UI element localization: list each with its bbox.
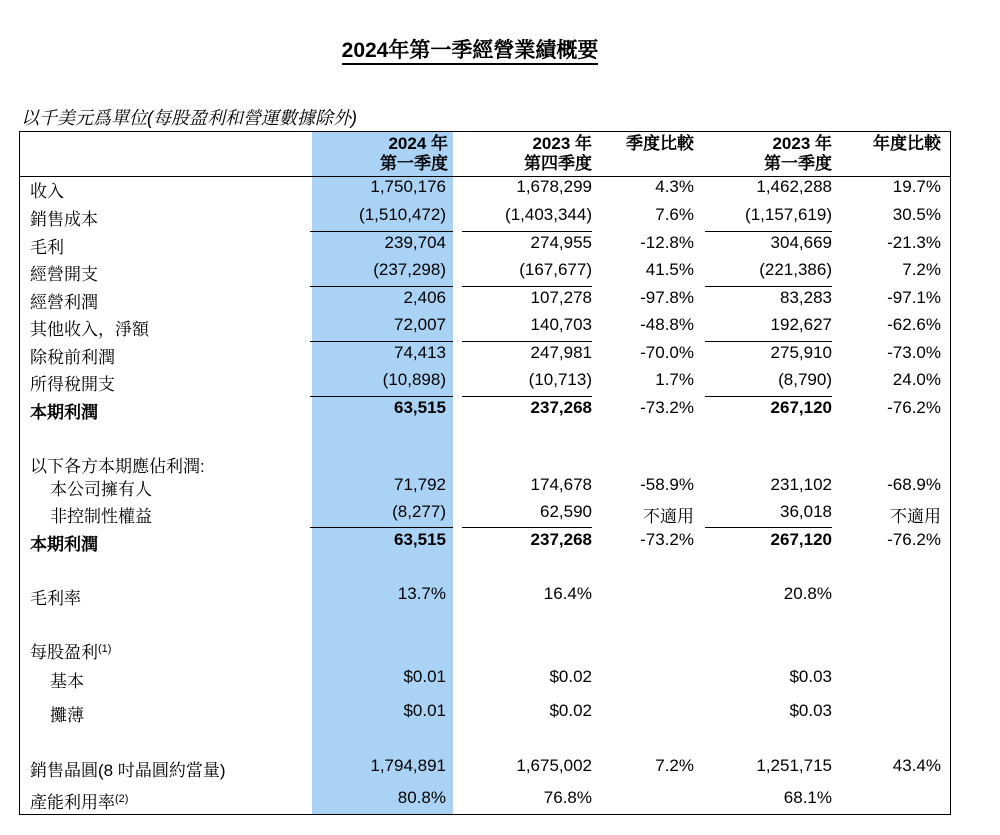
cell-q1-2024: (1,510,472) [359,205,446,224]
cell-yoy: -73.0% [887,343,941,362]
footnote-ref: (2) [115,793,129,805]
cell-q1-2024: 1,750,176 [370,177,446,196]
row-label: 經營利潤 [30,293,98,312]
cell-qoq: -70.0% [640,343,694,362]
cell-q1-2023: 1,251,715 [756,756,832,775]
cell-qoq: -73.2% [640,398,694,417]
cell-q1-2023: 20.8% [783,584,832,603]
cell-qoq: 41.5% [645,260,694,279]
cell-q4-2023: (10,713) [528,370,592,389]
cell-q4-2023: (167,677) [519,260,592,279]
row-label: 銷售晶圓(8 吋晶圓約當量) [30,761,226,780]
cell-q1-2024: 80.8% [397,788,446,807]
cell-q1-2023: 83,283 [780,288,832,307]
cell-q1-2023: 1,462,288 [756,177,832,196]
cell-qoq: 4.3% [655,177,694,196]
table-row [0,756,1000,783]
row-label: 銷售成本 [30,210,98,229]
cell-q4-2023: 107,278 [530,288,592,307]
cell-q4-2023: $0.02 [549,667,592,686]
row-label: 產能利用率$^{(2)}$ [30,793,129,812]
cell-q1-2024: (8,277) [392,502,446,521]
table-row [0,370,1000,397]
cell-q1-2024: 63,515 [394,530,446,549]
cell-yoy: -97.1% [887,288,941,307]
cell-yoy: -76.2% [887,530,941,549]
table-row [0,530,1000,557]
cell-q1-2024: 63,515 [394,398,446,417]
table-row [0,398,1000,425]
row-label: 除稅前利潤 [30,348,115,367]
cell-q1-2023: $0.03 [789,667,832,686]
cell-yoy: 19.7% [892,177,941,196]
cell-q4-2023: 247,981 [530,343,592,362]
cell-q1-2024: 71,792 [394,475,446,494]
cell-q4-2023: 16.4% [543,584,592,603]
cell-q1-2023: (8,790) [778,370,832,389]
row-label: 毛利 [30,238,64,257]
row-label: 本期利潤 [30,403,98,422]
row-label: 本公司擁有人 [50,480,152,499]
cell-q4-2023: $0.02 [549,701,592,720]
cell-q4-2023: 1,675,002 [516,756,592,775]
cell-q1-2024: (237,298) [373,260,446,279]
cell-yoy: 24.0% [892,370,941,389]
cell-q1-2023: (1,157,619) [745,205,832,224]
cell-q4-2023: 1,678,299 [516,177,592,196]
table-row [0,205,1000,232]
page-title: 2024年第一季經營業績概要 [0,34,940,64]
cell-q1-2023: 275,910 [770,343,832,362]
cell-q1-2024: 239,704 [384,233,446,252]
cell-yoy: -68.9% [887,475,941,494]
cell-q1-2024: 2,406 [403,288,446,307]
cell-q4-2023: 140,703 [530,315,592,334]
table-row [0,315,1000,342]
cell-q1-2023: $0.03 [789,701,832,720]
cell-qoq: -97.8% [640,288,694,307]
cell-q4-2023: 174,678 [530,475,592,494]
cell-yoy: 30.5% [892,205,941,224]
row-label: 其他收入，淨額 [30,320,149,339]
header-yoy: 年度比較 [873,134,941,153]
cell-qoq: -58.9% [640,475,694,494]
cell-q1-2023: 192,627 [770,315,832,334]
cell-q1-2024: 72,007 [394,315,446,334]
row-label: 非控制性權益 [50,507,152,526]
cell-yoy: 不適用 [890,507,941,526]
cell-yoy: 43.4% [892,756,941,775]
cell-qoq: -48.8% [640,315,694,334]
footnote-ref: (1) [98,643,112,655]
cell-q1-2024: 74,413 [394,343,446,362]
table-row [0,288,1000,315]
section-heading [0,638,1000,665]
header-q4-2023: 2023 年 第四季度 [524,134,592,173]
table-row [0,233,1000,260]
cell-q1-2024: $0.01 [403,667,446,686]
cell-q4-2023: 237,268 [530,530,592,549]
table-row [0,502,1000,529]
row-label: 毛利率 [30,589,81,608]
header-q1-2024: 2024 年 第一季度 [380,134,448,173]
cell-q1-2024: $0.01 [403,701,446,720]
cell-qoq: 7.6% [655,205,694,224]
cell-qoq: 不適用 [643,507,694,526]
header-q1-2023: 2023 年 第一季度 [764,134,832,173]
table-row [0,584,1000,611]
cell-q1-2023: 267,120 [770,398,832,417]
cell-q1-2023: 304,669 [770,233,832,252]
table-row [0,260,1000,287]
cell-q1-2023: 68.1% [783,788,832,807]
cell-qoq: -12.8% [640,233,694,252]
row-label: 收入 [30,182,64,201]
cell-q4-2023: (1,403,344) [505,205,592,224]
table-row [0,343,1000,370]
cell-yoy: 7.2% [902,260,941,279]
table-row [0,177,1000,204]
cell-yoy: -21.3% [887,233,941,252]
cell-q4-2023: 62,590 [540,502,592,521]
row-label: 以下各方本期應佔利潤: [30,457,205,476]
cell-q1-2023: (221,386) [759,260,832,279]
table-row [0,475,1000,502]
cell-q4-2023: 237,268 [530,398,592,417]
row-label: 經營開支 [30,265,98,284]
cell-yoy: -62.6% [887,315,941,334]
unit-note: 以千美元爲單位(每股盈利和營運數據除外) [21,108,357,128]
cell-qoq: 7.2% [655,756,694,775]
row-label: 基本 [50,672,84,691]
cell-q4-2023: 76.8% [543,788,592,807]
cell-q1-2024: 13.7% [397,584,446,603]
cell-q1-2023: 36,018 [780,502,832,521]
table-row [0,788,1000,815]
cell-q1-2023: 231,102 [770,475,832,494]
table-row [0,701,1000,728]
cell-qoq: -73.2% [640,530,694,549]
row-label: 本期利潤 [30,535,98,554]
table-row [0,667,1000,694]
cell-yoy: -76.2% [887,398,941,417]
cell-qoq: 1.7% [655,370,694,389]
cell-q1-2024: 1,794,891 [370,756,446,775]
header-qoq: 季度比較 [626,134,694,153]
cell-q4-2023: 274,955 [530,233,592,252]
cell-q1-2023: 267,120 [770,530,832,549]
cell-q1-2024: (10,898) [382,370,446,389]
row-label: 所得稅開支 [30,375,115,394]
row-label: 每股盈利$^{(1)}$ [30,643,112,662]
row-label: 攤薄 [50,706,84,725]
